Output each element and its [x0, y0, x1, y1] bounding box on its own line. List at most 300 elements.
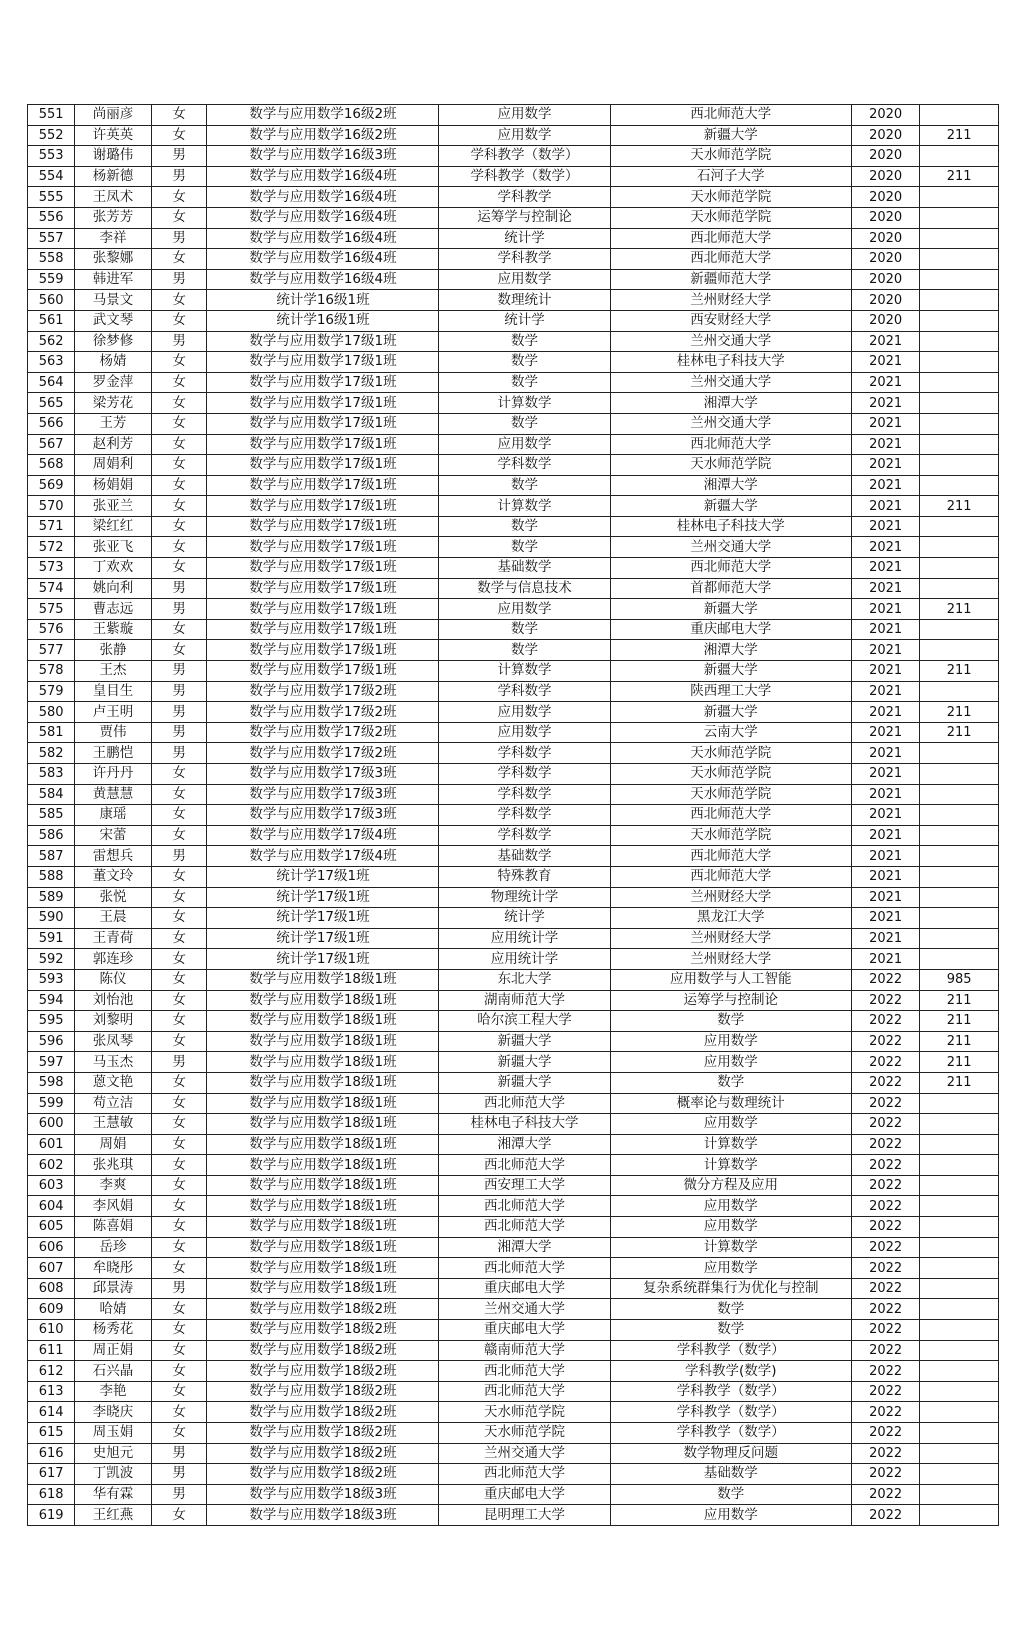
school-tier-cell: [920, 1381, 999, 1402]
gender-cell: 女: [151, 1340, 207, 1361]
school-or-major-cell: 应用数学: [610, 1114, 851, 1135]
major-or-school-cell: 运筹学与控制论: [439, 207, 610, 228]
major-or-school-cell: 统计学: [439, 228, 610, 249]
student-name-cell: 周娟利: [75, 455, 152, 476]
school-or-major-cell: 兰州交通大学: [610, 537, 851, 558]
gender-cell: 女: [151, 105, 207, 126]
year-cell: 2021: [852, 496, 920, 517]
year-cell: 2022: [852, 1443, 920, 1464]
gender-cell: 女: [151, 1011, 207, 1032]
gender-cell: 男: [151, 722, 207, 743]
school-tier-cell: [920, 269, 999, 290]
school-tier-cell: [920, 413, 999, 434]
row-number-cell: 552: [28, 125, 75, 146]
table-row: [28, 1402, 999, 1423]
year-cell: 2021: [852, 681, 920, 702]
school-or-major-cell: 复杂系统群集行为优化与控制: [610, 1278, 851, 1299]
school-tier-cell: 211: [920, 166, 999, 187]
gender-cell: 女: [151, 1114, 207, 1135]
school-tier-cell: [920, 1464, 999, 1485]
table-row: [28, 743, 999, 764]
class-name-cell: 数学与应用数学17级3班: [207, 784, 439, 805]
class-name-cell: 数学与应用数学18级1班: [207, 1011, 439, 1032]
row-number-cell: 563: [28, 352, 75, 373]
year-cell: 2021: [852, 516, 920, 537]
school-tier-cell: [920, 228, 999, 249]
gender-cell: 女: [151, 372, 207, 393]
major-or-school-cell: 数学: [439, 352, 610, 373]
row-number-cell: 595: [28, 1011, 75, 1032]
row-number-cell: 561: [28, 310, 75, 331]
row-number-cell: 568: [28, 455, 75, 476]
year-cell: 2022: [852, 1052, 920, 1073]
table-row: [28, 1423, 999, 1444]
school-or-major-cell: 西北师范大学: [610, 866, 851, 887]
student-name-cell: 王鹏恺: [75, 743, 152, 764]
year-cell: 2020: [852, 187, 920, 208]
year-cell: 2021: [852, 599, 920, 620]
year-cell: 2022: [852, 1072, 920, 1093]
student-name-cell: 丁欢欢: [75, 558, 152, 579]
table-row: [28, 166, 999, 187]
major-or-school-cell: 兰州交通大学: [439, 1443, 610, 1464]
table-row: [28, 1278, 999, 1299]
school-or-major-cell: 兰州财经大学: [610, 949, 851, 970]
gender-cell: 男: [151, 269, 207, 290]
student-name-cell: 杨新德: [75, 166, 152, 187]
major-or-school-cell: 西北师范大学: [439, 1361, 610, 1382]
table-row: [28, 146, 999, 167]
school-tier-cell: [920, 1237, 999, 1258]
row-number-cell: 567: [28, 434, 75, 455]
gender-cell: 女: [151, 290, 207, 311]
school-or-major-cell: 新疆大学: [610, 125, 851, 146]
row-number-cell: 596: [28, 1031, 75, 1052]
row-number-cell: 611: [28, 1340, 75, 1361]
major-or-school-cell: 学科教学（数学）: [439, 146, 610, 167]
major-or-school-cell: 学科数学: [439, 805, 610, 826]
class-name-cell: 数学与应用数学18级1班: [207, 1237, 439, 1258]
class-name-cell: 数学与应用数学18级1班: [207, 1196, 439, 1217]
year-cell: 2022: [852, 1340, 920, 1361]
student-name-cell: 马景文: [75, 290, 152, 311]
school-or-major-cell: 天水师范学院: [610, 743, 851, 764]
major-or-school-cell: 西北师范大学: [439, 1155, 610, 1176]
year-cell: 2021: [852, 619, 920, 640]
year-cell: 2022: [852, 1402, 920, 1423]
year-cell: 2022: [852, 1505, 920, 1526]
table-row: [28, 1134, 999, 1155]
student-name-cell: 王芳: [75, 413, 152, 434]
row-number-cell: 558: [28, 249, 75, 270]
gender-cell: 女: [151, 393, 207, 414]
school-or-major-cell: 新疆大学: [610, 702, 851, 723]
student-name-cell: 丁凯波: [75, 1464, 152, 1485]
row-number-cell: 559: [28, 269, 75, 290]
school-tier-cell: [920, 764, 999, 785]
school-tier-cell: [920, 908, 999, 929]
class-name-cell: 数学与应用数学18级2班: [207, 1340, 439, 1361]
year-cell: 2022: [852, 1217, 920, 1238]
row-number-cell: 580: [28, 702, 75, 723]
school-tier-cell: [920, 619, 999, 640]
row-number-cell: 601: [28, 1134, 75, 1155]
gender-cell: 女: [151, 1175, 207, 1196]
school-tier-cell: [920, 393, 999, 414]
major-or-school-cell: 重庆邮电大学: [439, 1278, 610, 1299]
school-tier-cell: [920, 578, 999, 599]
year-cell: 2021: [852, 640, 920, 661]
table-row: [28, 887, 999, 908]
class-name-cell: 统计学17级1班: [207, 887, 439, 908]
table-row: [28, 1155, 999, 1176]
gender-cell: 男: [151, 599, 207, 620]
gender-cell: 男: [151, 1278, 207, 1299]
year-cell: 2021: [852, 537, 920, 558]
school-tier-cell: 211: [920, 496, 999, 517]
table-row: [28, 1320, 999, 1341]
table-row: [28, 290, 999, 311]
student-name-cell: 刘怡池: [75, 990, 152, 1011]
row-number-cell: 556: [28, 207, 75, 228]
class-name-cell: 数学与应用数学16级4班: [207, 187, 439, 208]
class-name-cell: 数学与应用数学18级1班: [207, 1175, 439, 1196]
row-number-cell: 616: [28, 1443, 75, 1464]
year-cell: 2021: [852, 764, 920, 785]
gender-cell: 男: [151, 578, 207, 599]
major-or-school-cell: 西北师范大学: [439, 1464, 610, 1485]
gender-cell: 女: [151, 619, 207, 640]
school-tier-cell: 211: [920, 599, 999, 620]
row-number-cell: 573: [28, 558, 75, 579]
major-or-school-cell: 基础数学: [439, 558, 610, 579]
student-name-cell: 石兴晶: [75, 1361, 152, 1382]
student-name-cell: 杨婧: [75, 352, 152, 373]
student-name-cell: 李爽: [75, 1175, 152, 1196]
student-name-cell: 宋蕾: [75, 825, 152, 846]
year-cell: 2022: [852, 1484, 920, 1505]
table-row: [28, 1505, 999, 1526]
class-name-cell: 数学与应用数学17级4班: [207, 825, 439, 846]
class-name-cell: 数学与应用数学17级3班: [207, 764, 439, 785]
gender-cell: 女: [151, 640, 207, 661]
class-name-cell: 数学与应用数学16级4班: [207, 269, 439, 290]
gender-cell: 女: [151, 1072, 207, 1093]
table-row: [28, 1052, 999, 1073]
student-name-cell: 黄慧慧: [75, 784, 152, 805]
class-name-cell: 数学与应用数学17级1班: [207, 537, 439, 558]
row-number-cell: 571: [28, 516, 75, 537]
table-row: [28, 1196, 999, 1217]
major-or-school-cell: 数学: [439, 372, 610, 393]
table-row: [28, 1011, 999, 1032]
school-or-major-cell: 应用数学: [610, 1031, 851, 1052]
student-name-cell: 哈婧: [75, 1299, 152, 1320]
gender-cell: 女: [151, 1237, 207, 1258]
class-name-cell: 数学与应用数学18级2班: [207, 1443, 439, 1464]
major-or-school-cell: 数学: [439, 619, 610, 640]
major-or-school-cell: 西北师范大学: [439, 1196, 610, 1217]
student-name-cell: 赵利芳: [75, 434, 152, 455]
student-name-cell: 李艳: [75, 1381, 152, 1402]
class-name-cell: 数学与应用数学18级3班: [207, 1484, 439, 1505]
table-row: [28, 1340, 999, 1361]
class-name-cell: 数学与应用数学16级4班: [207, 228, 439, 249]
table-row: [28, 187, 999, 208]
gender-cell: 女: [151, 1134, 207, 1155]
row-number-cell: 553: [28, 146, 75, 167]
gender-cell: 女: [151, 1402, 207, 1423]
school-tier-cell: [920, 1093, 999, 1114]
major-or-school-cell: 数学: [439, 640, 610, 661]
row-number-cell: 615: [28, 1423, 75, 1444]
class-name-cell: 数学与应用数学16级2班: [207, 125, 439, 146]
school-tier-cell: [920, 887, 999, 908]
row-number-cell: 598: [28, 1072, 75, 1093]
table-row: [28, 516, 999, 537]
student-name-cell: 杨娟娟: [75, 475, 152, 496]
school-tier-cell: [920, 805, 999, 826]
class-name-cell: 数学与应用数学16级4班: [207, 207, 439, 228]
school-tier-cell: 211: [920, 1072, 999, 1093]
row-number-cell: 577: [28, 640, 75, 661]
school-tier-cell: [920, 825, 999, 846]
student-name-cell: 杨秀花: [75, 1320, 152, 1341]
class-name-cell: 数学与应用数学17级1班: [207, 516, 439, 537]
school-tier-cell: 211: [920, 1031, 999, 1052]
year-cell: 2022: [852, 1258, 920, 1279]
row-number-cell: 554: [28, 166, 75, 187]
class-name-cell: 数学与应用数学18级1班: [207, 1031, 439, 1052]
row-number-cell: 590: [28, 908, 75, 929]
year-cell: 2022: [852, 1196, 920, 1217]
row-number-cell: 565: [28, 393, 75, 414]
school-or-major-cell: 学科教学（数学）: [610, 1402, 851, 1423]
school-or-major-cell: 计算数学: [610, 1134, 851, 1155]
student-name-cell: 谢璐伟: [75, 146, 152, 167]
gender-cell: 女: [151, 475, 207, 496]
school-or-major-cell: 兰州交通大学: [610, 372, 851, 393]
class-name-cell: 数学与应用数学17级1班: [207, 372, 439, 393]
school-tier-cell: [920, 187, 999, 208]
class-name-cell: 数学与应用数学17级1班: [207, 578, 439, 599]
major-or-school-cell: 湘潭大学: [439, 1237, 610, 1258]
gender-cell: 女: [151, 784, 207, 805]
school-or-major-cell: 湘潭大学: [610, 475, 851, 496]
table-row: [28, 846, 999, 867]
class-name-cell: 数学与应用数学18级1班: [207, 1093, 439, 1114]
school-tier-cell: 211: [920, 125, 999, 146]
school-tier-cell: [920, 1402, 999, 1423]
row-number-cell: 609: [28, 1299, 75, 1320]
major-or-school-cell: 应用数学: [439, 269, 610, 290]
school-tier-cell: [920, 1361, 999, 1382]
class-name-cell: 统计学17级1班: [207, 866, 439, 887]
school-or-major-cell: 数学: [610, 1484, 851, 1505]
school-or-major-cell: 西北师范大学: [610, 846, 851, 867]
table-row: [28, 125, 999, 146]
school-or-major-cell: 天水师范学院: [610, 784, 851, 805]
year-cell: 2021: [852, 928, 920, 949]
table-row: [28, 475, 999, 496]
school-or-major-cell: 天水师范学院: [610, 455, 851, 476]
year-cell: 2021: [852, 434, 920, 455]
year-cell: 2021: [852, 784, 920, 805]
row-number-cell: 575: [28, 599, 75, 620]
major-or-school-cell: 数学: [439, 537, 610, 558]
gender-cell: 女: [151, 1093, 207, 1114]
student-name-cell: 曹志远: [75, 599, 152, 620]
table-row: [28, 1484, 999, 1505]
school-tier-cell: [920, 1175, 999, 1196]
gender-cell: 女: [151, 990, 207, 1011]
major-or-school-cell: 特殊教育: [439, 866, 610, 887]
student-name-cell: 徐梦修: [75, 331, 152, 352]
row-number-cell: 603: [28, 1175, 75, 1196]
school-tier-cell: 211: [920, 1011, 999, 1032]
school-or-major-cell: 计算数学: [610, 1155, 851, 1176]
major-or-school-cell: 新疆大学: [439, 1072, 610, 1093]
major-or-school-cell: 兰州交通大学: [439, 1299, 610, 1320]
table-row: [28, 661, 999, 682]
major-or-school-cell: 学科数学: [439, 784, 610, 805]
year-cell: 2021: [852, 825, 920, 846]
class-name-cell: 数学与应用数学18级1班: [207, 969, 439, 990]
student-name-cell: 姚向利: [75, 578, 152, 599]
major-or-school-cell: 西北师范大学: [439, 1258, 610, 1279]
row-number-cell: 597: [28, 1052, 75, 1073]
gender-cell: 女: [151, 125, 207, 146]
class-name-cell: 统计学17级1班: [207, 949, 439, 970]
major-or-school-cell: 应用统计学: [439, 928, 610, 949]
major-or-school-cell: 昆明理工大学: [439, 1505, 610, 1526]
table-row: [28, 393, 999, 414]
class-name-cell: 数学与应用数学17级3班: [207, 805, 439, 826]
year-cell: 2021: [852, 702, 920, 723]
class-name-cell: 数学与应用数学18级2班: [207, 1381, 439, 1402]
student-name-cell: 岳珍: [75, 1237, 152, 1258]
major-or-school-cell: 赣南师范大学: [439, 1340, 610, 1361]
year-cell: 2020: [852, 269, 920, 290]
class-name-cell: 数学与应用数学17级1班: [207, 475, 439, 496]
year-cell: 2022: [852, 1299, 920, 1320]
student-name-cell: 许英英: [75, 125, 152, 146]
row-number-cell: 599: [28, 1093, 75, 1114]
row-number-cell: 604: [28, 1196, 75, 1217]
school-tier-cell: 211: [920, 661, 999, 682]
school-or-major-cell: 桂林电子科技大学: [610, 516, 851, 537]
student-name-cell: 张兆琪: [75, 1155, 152, 1176]
school-tier-cell: [920, 866, 999, 887]
table-row: [28, 413, 999, 434]
gender-cell: 女: [151, 434, 207, 455]
major-or-school-cell: 湘潭大学: [439, 1134, 610, 1155]
table-row: [28, 599, 999, 620]
table-body: [28, 105, 999, 1526]
class-name-cell: 数学与应用数学16级4班: [207, 166, 439, 187]
year-cell: 2022: [852, 1093, 920, 1114]
year-cell: 2020: [852, 228, 920, 249]
school-tier-cell: [920, 516, 999, 537]
row-number-cell: 606: [28, 1237, 75, 1258]
year-cell: 2020: [852, 310, 920, 331]
class-name-cell: 数学与应用数学18级2班: [207, 1320, 439, 1341]
gender-cell: 男: [151, 166, 207, 187]
gender-cell: 男: [151, 146, 207, 167]
school-tier-cell: [920, 558, 999, 579]
row-number-cell: 588: [28, 866, 75, 887]
major-or-school-cell: 湖南师范大学: [439, 990, 610, 1011]
table-row: [28, 352, 999, 373]
year-cell: 2021: [852, 393, 920, 414]
school-or-major-cell: 概率论与数理统计: [610, 1093, 851, 1114]
row-number-cell: 586: [28, 825, 75, 846]
row-number-cell: 557: [28, 228, 75, 249]
year-cell: 2021: [852, 887, 920, 908]
school-or-major-cell: 兰州财经大学: [610, 928, 851, 949]
student-name-cell: 王凤术: [75, 187, 152, 208]
row-number-cell: 572: [28, 537, 75, 558]
major-or-school-cell: 新疆大学: [439, 1052, 610, 1073]
school-tier-cell: [920, 1278, 999, 1299]
table-row: [28, 784, 999, 805]
school-tier-cell: [920, 331, 999, 352]
class-name-cell: 数学与应用数学18级1班: [207, 1258, 439, 1279]
row-number-cell: 583: [28, 764, 75, 785]
class-name-cell: 统计学17级1班: [207, 928, 439, 949]
row-number-cell: 587: [28, 846, 75, 867]
school-tier-cell: [920, 928, 999, 949]
school-tier-cell: [920, 207, 999, 228]
gender-cell: 女: [151, 825, 207, 846]
student-name-cell: 雷想兵: [75, 846, 152, 867]
student-name-cell: 李祥: [75, 228, 152, 249]
class-name-cell: 数学与应用数学16级3班: [207, 146, 439, 167]
table-row: [28, 228, 999, 249]
school-or-major-cell: 西北师范大学: [610, 105, 851, 126]
major-or-school-cell: 学科教学: [439, 249, 610, 270]
major-or-school-cell: 西北师范大学: [439, 1381, 610, 1402]
year-cell: 2022: [852, 1423, 920, 1444]
major-or-school-cell: 应用数学: [439, 702, 610, 723]
gender-cell: 女: [151, 928, 207, 949]
class-name-cell: 数学与应用数学17级1班: [207, 331, 439, 352]
gender-cell: 女: [151, 187, 207, 208]
year-cell: 2022: [852, 1361, 920, 1382]
class-name-cell: 数学与应用数学17级1班: [207, 455, 439, 476]
school-or-major-cell: 黑龙江大学: [610, 908, 851, 929]
year-cell: 2022: [852, 1320, 920, 1341]
school-tier-cell: [920, 352, 999, 373]
class-name-cell: 数学与应用数学18级1班: [207, 1052, 439, 1073]
school-or-major-cell: 运筹学与控制论: [610, 990, 851, 1011]
row-number-cell: 593: [28, 969, 75, 990]
table-row: [28, 764, 999, 785]
year-cell: 2021: [852, 413, 920, 434]
school-tier-cell: [920, 1423, 999, 1444]
school-or-major-cell: 天水师范学院: [610, 207, 851, 228]
student-name-cell: 张悦: [75, 887, 152, 908]
year-cell: 2021: [852, 372, 920, 393]
table-row: [28, 1299, 999, 1320]
major-or-school-cell: 应用数学: [439, 599, 610, 620]
school-or-major-cell: 学科教学（数学）: [610, 1423, 851, 1444]
gender-cell: 女: [151, 1031, 207, 1052]
major-or-school-cell: 统计学: [439, 908, 610, 929]
gender-cell: 女: [151, 537, 207, 558]
table-row: [28, 949, 999, 970]
class-name-cell: 数学与应用数学17级1班: [207, 599, 439, 620]
